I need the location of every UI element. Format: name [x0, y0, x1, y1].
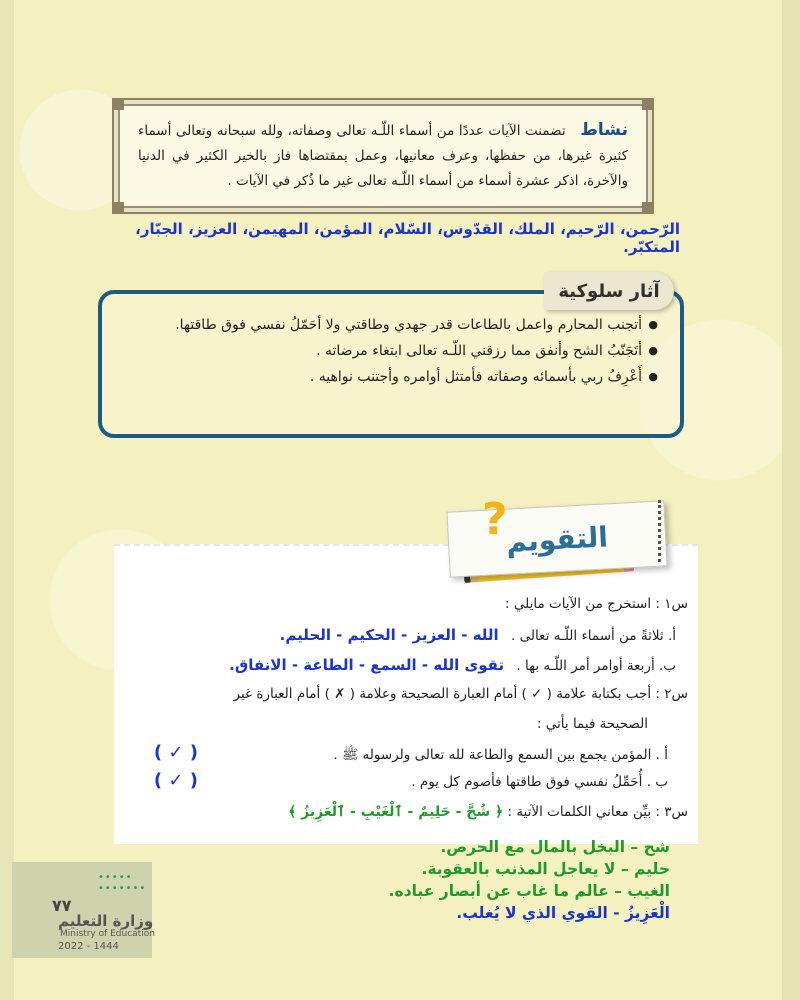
activity-box [118, 104, 648, 208]
behavior-title: آثار سلوكية [544, 272, 674, 310]
question-1: س١ : استخرج من الآيات مايلي : [505, 596, 688, 612]
spiral-binding-icon [658, 500, 688, 562]
list-item: ● أتجنب المحارم واعمل بالطاعات قدر جهدي وطاقتي ولا أحَمّلُ نفسي فوق طاقتها. [124, 312, 658, 338]
frame-corner [112, 98, 124, 110]
evaluation-header [446, 500, 667, 577]
answer-line: الغيب – عالم ما غاب عن أبصار عباده. [388, 882, 670, 900]
answer-line: حليم – لا يعاجل المذنب بالعقوبة. [421, 860, 670, 878]
question-1b [229, 656, 676, 674]
left-margin-strip [0, 0, 14, 1000]
activity-answer: الرّحمن، الرّحيم، الملك، القدّوس، السّلام، المؤمن، المهيمن، العزيز، الجبّار، المتكبّر. [135, 220, 680, 256]
question-1b-text: ب. أربعة أوامر أمر اللّـه بها . [516, 658, 676, 674]
ministry-name-english: Ministry of Education [60, 929, 155, 939]
page-number: ٧٧ [52, 896, 72, 915]
question-3-words: ﴿ شُحَّ - حَلِيمٌ - ٱلْغَيْبِ - ٱلْعَزِيزُ ﴾ [288, 804, 504, 820]
question-2-line-1: س٢ : أجب بكتابة علامة ( ✓ ) أمام العبارة الصحيحة وعلامة ( ✗ ) أمام العبارة غير [233, 686, 688, 702]
frame-corner [112, 202, 124, 214]
question-3-answers [380, 836, 670, 924]
question-mark-icon: ? [482, 494, 508, 545]
activity-label: نشاط [580, 120, 628, 140]
question-3 [288, 804, 688, 820]
question-1b-answer: تقوى الله - السمع - الطاعة - الانفاق. [229, 656, 505, 674]
question-2-line-2: الصحيحة فيما يأتي : [536, 716, 648, 732]
question-1a-answer: الله - العزيز - الحكيم - الحليم. [279, 626, 499, 644]
behavior-box [98, 290, 684, 438]
question-2b-answer: ( ✓ ) [153, 770, 198, 791]
ministry-name-arabic: وزارة التعليم [58, 912, 154, 930]
answer-line: الْعَزِيزُ - القوي الذي لا يُغلب. [456, 904, 670, 922]
ministry-logo-icon: ••••• ••••••• [98, 872, 147, 894]
frame-corner [642, 202, 654, 214]
frame-corner [642, 98, 654, 110]
activity-text: تضمنت الآيات عددًا من أسماء اللّـه تعالى وصفاته، ولله سبحانه وتعالى أسماء كثيرة غيرها، من حفظها، وعرف معانيها، وعمل بمقتضاها فاز بالخير الكثير في الدنيا والآخرة، اذكر عشرة أسماء من أسماء اللّـه تعالى غير ما ذُكر في الآيات . [138, 123, 628, 189]
edition-year: 2022 - 1444 [58, 941, 119, 952]
behavior-list [124, 312, 658, 390]
question-2a: أ . المؤمن يجمع بين السمع والطاعة لله تعالى ولرسوله ﷺ . [333, 747, 668, 763]
list-item: ● أَعْرِفُ ربي بأسمائه وصفاته فأمتثل أوامره وأجتنب نواهيه . [124, 364, 658, 390]
question-1a-text: أ. ثلاثةً من أسماء اللّـه تعالى . [511, 628, 676, 644]
question-1a [280, 626, 676, 644]
list-item: ● أتَجَنّبُ الشح وأنفق مما رزقني اللّـه تعالى ابتغاء مرضاته . [124, 338, 658, 364]
question-3-text: س٣ : بيِّن معاني الكلمات الآتية : [507, 804, 688, 820]
right-margin-strip [782, 0, 800, 1000]
evaluation-title: التقويم [505, 519, 609, 559]
answer-line: شح – البخل بالمال مع الحرص. [440, 838, 670, 856]
question-2b: ب . أُحَمِّلُ نفسي فوق طاقتها فأصوم كل يوم . [411, 774, 668, 790]
question-2a-answer: ( ✓ ) [153, 742, 198, 763]
